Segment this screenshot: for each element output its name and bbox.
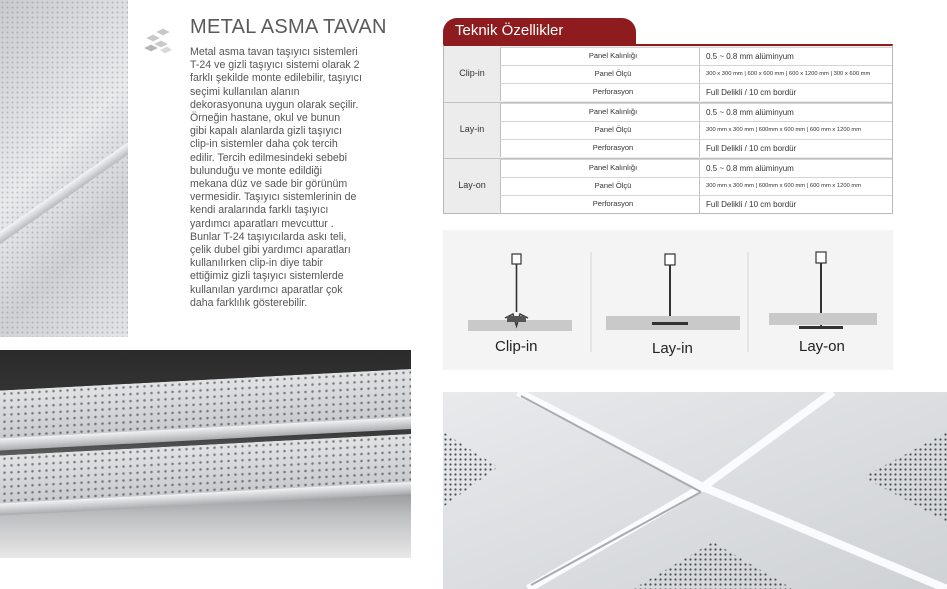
table-row <box>500 83 892 101</box>
spec-label: Panel Ölçü <box>594 69 632 78</box>
spec-value: Full Delikli / 10 cm bordür <box>699 84 796 101</box>
table-row <box>500 177 892 195</box>
description-line: kendi aralarında farklı taşıyıcı <box>190 204 329 217</box>
spec-label: Perforasyon <box>592 199 634 208</box>
description-line: farklı şekilde monte edilebilir, taşıyıcı <box>190 72 362 85</box>
installation-diagram <box>443 230 893 370</box>
spec-value: 0.5 ~ 0.8 mm alüminyum <box>699 104 794 121</box>
table-row <box>500 139 892 157</box>
spec-label: Panel Ölçü <box>594 181 632 190</box>
description-line: ettiğimiz gizli taşıyıcı sistemlerde <box>190 270 344 283</box>
spec-value: Full Delikli / 10 cm bordür <box>699 140 796 157</box>
spec-group-clip-in <box>444 46 892 103</box>
description-text <box>190 46 385 310</box>
table-row <box>500 195 892 213</box>
spec-value: 300 x 300 mm | 600 x 600 mm | 600 x 1200 mm | 300 x 600 mm <box>699 66 870 83</box>
table-row <box>500 103 892 121</box>
description-line: clip-in sistemler daha çok tercih <box>190 138 338 151</box>
spec-label: Panel Kalınlığı <box>588 163 638 172</box>
description-line: mekana düz ve sade bir görünüm <box>190 178 348 191</box>
description-line: kullanılan yardımcı aparatlar çok <box>190 283 343 296</box>
description-line: Metal asma tavan taşıyıcı sistemleri <box>190 46 358 58</box>
description-line: T-24 ve gizli taşıyıcı sistemi olarak 2 <box>190 59 360 72</box>
spec-label: Panel Ölçü <box>594 125 632 134</box>
ceiling-tiles-logo-icon <box>141 24 175 58</box>
spec-table <box>443 44 893 214</box>
spec-value: 0.5 ~ 0.8 mm alüminyum <box>699 160 794 177</box>
description-line: Örneğin hastane, okul ve bunun <box>190 112 341 125</box>
page-title: METAL ASMA TAVAN <box>190 16 387 38</box>
table-row <box>500 159 892 177</box>
table-row <box>500 121 892 139</box>
spec-label: Panel Kalınlığı <box>588 51 638 60</box>
spec-title: Teknik Özellikler <box>455 22 564 39</box>
description-line: vermesidir. Taşıyıcı sistemlerinin de <box>190 191 357 204</box>
spec-value: 0.5 ~ 0.8 mm alüminyum <box>699 48 794 65</box>
description-line: Bunlar T-24 taşıyıcılarda askı teli, <box>190 230 347 243</box>
description-line: dekorasyonuna uygun olarak seçilir. <box>190 98 359 111</box>
description-line: bulunduğu ve monte edildiği <box>190 164 322 177</box>
spec-group-lay-in <box>444 102 892 159</box>
spec-group-name: Lay-in <box>459 124 485 134</box>
lay-in-drawing <box>606 254 740 330</box>
description-line: gibi kapalı alanlarda gizli taşıyıcı <box>190 125 342 138</box>
clip-in-drawing <box>468 254 572 331</box>
spec-group-name: Lay-on <box>458 180 486 190</box>
perforated-panel-photo <box>0 0 128 337</box>
spec-value: 300 mm x 300 mm | 600mm x 600 mm | 600 mm x 1200 mm <box>699 122 861 139</box>
description-line: seçimi kullanılan alanın <box>190 85 300 98</box>
spec-value: 300 mm x 300 mm | 600mm x 600 mm | 600 mm x 1200 mm <box>699 178 861 195</box>
description-line: çelik dubel gibi yardımcı aparatları <box>190 244 351 257</box>
lay-on-drawing <box>769 252 877 329</box>
description-line: daha farklılık gösterebilir. <box>190 296 308 309</box>
clip-in-label: Clip-in <box>495 338 538 355</box>
spec-label: Perforasyon <box>592 143 634 152</box>
table-row <box>500 65 892 83</box>
table-row <box>500 47 892 65</box>
spec-group-name: Clip-in <box>459 68 485 78</box>
spec-value: Full Delikli / 10 cm bordür <box>699 196 796 213</box>
stacked-panels-photo <box>0 350 411 558</box>
spec-label: Panel Kalınlığı <box>588 107 638 116</box>
lay-in-label: Lay-in <box>652 340 693 357</box>
spec-label: Perforasyon <box>592 87 634 96</box>
description-line: edilir. Tercih edilmesindeki sebebi <box>190 151 348 164</box>
description-line: kullanılırken clip-in diye tabir <box>190 257 324 270</box>
spec-group-lay-on <box>444 158 892 214</box>
description-line: yardımcı aparatları mevcuttur . <box>190 217 334 230</box>
lay-on-label: Lay-on <box>799 338 845 355</box>
ceiling-grid-photo <box>443 392 947 589</box>
